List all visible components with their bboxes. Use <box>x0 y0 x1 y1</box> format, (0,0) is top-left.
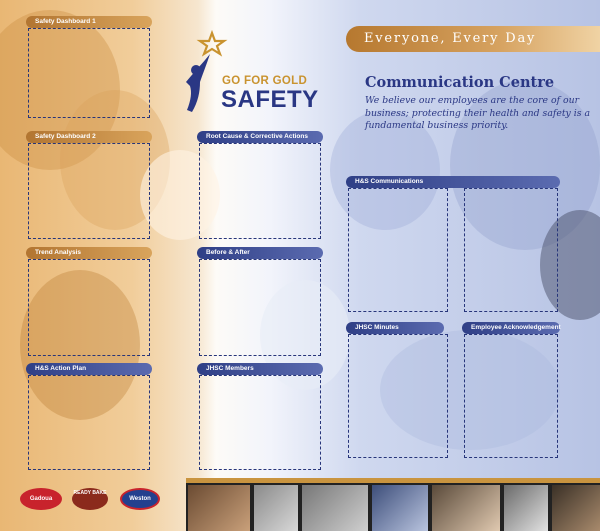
employee-ack-tab <box>462 322 560 334</box>
trend-analysis-tab <box>26 247 152 259</box>
employee-photo <box>254 485 298 531</box>
hs-communications-label: H&S Communications <box>355 178 424 185</box>
gold-star-icon <box>200 33 224 54</box>
slogan-text: Everyone, Every Day <box>364 31 537 46</box>
logo-main-text: SAFETY <box>221 86 319 113</box>
communication-statement: We believe our employees are the core of our business; protecting their health and safety is a fundamental business priority. <box>365 95 591 131</box>
trend-analysis-box <box>28 259 150 356</box>
ready-bake-logo-text: READY BAKE <box>73 490 107 496</box>
jhsc-minutes-tab <box>346 322 444 334</box>
jhsc-minutes-box <box>348 334 448 458</box>
safety-dashboard-1-label: Safety Dashboard 1 <box>35 18 96 25</box>
communication-title: Communication Centre <box>365 74 555 91</box>
gadoua-logo-text: Gadoua <box>29 496 53 502</box>
photo-strip-band <box>186 478 600 483</box>
employee-ack-label: Employee Acknowledgement <box>471 324 561 331</box>
hs-action-plan-tab <box>26 363 152 375</box>
slogan-banner <box>346 26 600 52</box>
figure-body <box>186 54 210 112</box>
weston-logo-text: Weston <box>129 496 151 502</box>
employee-photo <box>372 485 428 531</box>
employee-photo <box>432 485 500 531</box>
employee-photo <box>552 485 600 531</box>
gadoua-logo <box>20 488 62 510</box>
safety-dashboard-2-tab <box>26 131 152 143</box>
safety-dashboard-1-tab <box>26 16 152 28</box>
trend-analysis-label: Trend Analysis <box>35 249 81 256</box>
hs-communications-box-right <box>464 188 558 312</box>
jhsc-members-box <box>199 375 321 470</box>
safety-dashboard-2-box <box>28 143 150 239</box>
hs-communications-tab <box>346 176 560 188</box>
before-after-box <box>199 259 321 356</box>
jhsc-minutes-label: JHSC Minutes <box>355 324 399 331</box>
hs-action-plan-label: H&S Action Plan <box>35 365 87 372</box>
employee-photo <box>504 485 548 531</box>
weston-logo <box>120 488 160 510</box>
hs-action-plan-box <box>28 375 150 470</box>
jhsc-members-tab <box>197 363 323 375</box>
root-cause-tab <box>197 131 323 143</box>
ready-bake-logo <box>72 488 108 510</box>
employee-photo <box>188 485 250 531</box>
before-after-tab <box>197 247 323 259</box>
brand-logos <box>20 488 180 516</box>
logo-top-text: GO FOR GOLD <box>222 75 308 87</box>
safety-dashboard-2-label: Safety Dashboard 2 <box>35 133 96 140</box>
safety-dashboard-1-box <box>28 28 150 118</box>
root-cause-box <box>199 143 321 239</box>
employee-ack-box <box>464 334 558 458</box>
jhsc-members-label: JHSC Members <box>206 365 254 372</box>
before-after-label: Before & After <box>206 249 250 256</box>
root-cause-label: Root Cause & Corrective Actions <box>206 133 308 140</box>
employee-photo <box>302 485 368 531</box>
hs-communications-box-left <box>348 188 448 312</box>
